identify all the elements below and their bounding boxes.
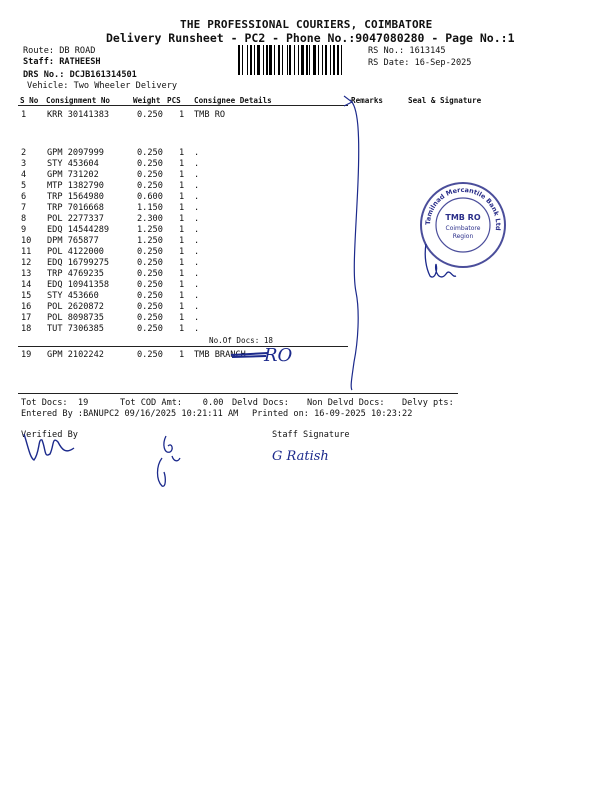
barcode-bar: [257, 45, 260, 75]
stamp-ring-text: Tamilnad Mercantile Bank Ltd: [423, 185, 503, 231]
row-pcs: 1: [179, 291, 185, 301]
barcode-bar: [301, 45, 304, 75]
consignment-prefix: EDQ: [47, 258, 63, 268]
barcode: [238, 45, 364, 75]
barcode-bar: [282, 45, 283, 75]
tot-cod-amt: Tot COD Amt: 0.00: [120, 398, 224, 408]
rs-date: RS Date: 16-Sep-2025: [368, 58, 472, 68]
barcode-bar: [238, 45, 240, 75]
consignment-prefix: TRP: [47, 269, 63, 279]
consignment-prefix: GPM: [47, 148, 63, 158]
row-sno: 11: [21, 247, 32, 257]
stamp-center-2: Coimbatore: [445, 225, 481, 232]
row-consignment: [47, 291, 99, 301]
row-consignment: [47, 192, 104, 202]
consignment-prefix: POL: [47, 214, 63, 224]
barcode-bar: [322, 45, 323, 75]
row-sno: 6: [21, 192, 27, 202]
barcode-bar: [269, 45, 272, 75]
handwritten-ro-text: RO: [264, 345, 293, 366]
col-seal: Seal & Signature: [408, 96, 482, 105]
row-consignee: .: [194, 159, 200, 169]
consignee-struck: BRANCH: [214, 350, 246, 360]
staff-signature-hand: [270, 440, 350, 470]
barcode-bar: [341, 45, 342, 75]
company-name: THE PROFESSIONAL COURIERS, COIMBATORE: [180, 18, 433, 31]
row-pcs: 1: [179, 203, 185, 213]
row-consignment: [47, 324, 104, 334]
row-consignment: [47, 269, 104, 279]
row-consignee: .: [194, 148, 200, 158]
row-weight: 0.250: [137, 181, 163, 191]
consignment-prefix: TUT: [47, 324, 63, 334]
no-of-docs: No.Of Docs: 18: [209, 336, 274, 345]
col-pcs: PCS: [167, 96, 181, 105]
row-consignee: .: [194, 203, 200, 213]
row-consignee: .: [194, 324, 200, 334]
row-pcs: 1: [179, 313, 185, 323]
row-weight: 0.250: [137, 291, 163, 301]
consignment-number: 7306385: [67, 324, 104, 334]
row-pcs: 1: [179, 324, 185, 334]
row-weight: 0.250: [137, 148, 163, 158]
row-sno: 1: [21, 110, 27, 120]
row-consignment: [47, 110, 109, 120]
row-weight: 0.250: [137, 280, 163, 290]
consignment-number: 30141383: [67, 110, 110, 120]
barcode-bar: [325, 45, 327, 75]
row-consignee: .: [194, 313, 200, 323]
consignment-prefix: GPM: [47, 170, 63, 180]
barcode-bar: [330, 45, 331, 75]
row-consignment: [47, 203, 104, 213]
row-pcs: 1: [179, 269, 185, 279]
row-pcs: 1: [179, 110, 185, 120]
col-remarks: Remarks: [351, 96, 384, 105]
consignment-prefix: DPM: [47, 236, 63, 246]
row-consignment: [47, 236, 99, 246]
row-consignee: .: [194, 258, 200, 268]
row-weight: 0.250: [137, 247, 163, 257]
stamp-center-1: TMB RO: [445, 213, 481, 222]
row-weight: 0.250: [137, 110, 163, 120]
row-sno: 17: [21, 313, 32, 323]
row-sno: 18: [21, 324, 32, 334]
row-pcs: 1: [179, 247, 185, 257]
row-consignee: .: [194, 170, 200, 180]
barcode-bar: [309, 45, 310, 75]
row-consignee: .: [194, 247, 200, 257]
consignment-number: 731202: [67, 170, 99, 180]
row-consignee: .: [194, 225, 200, 235]
consignee-tmb: TMB: [194, 350, 210, 360]
row-consignment: [47, 313, 104, 323]
barcode-bar: [242, 45, 243, 75]
entered-by: Entered By :BANUPC2 09/16/2025 10:21:11 AM: [21, 409, 239, 419]
consignment-number: 10941358: [67, 280, 110, 290]
row-sno: 4: [21, 170, 27, 180]
barcode-bar: [287, 45, 288, 75]
row-consignment: [47, 148, 104, 158]
consignment-prefix: EDQ: [47, 225, 63, 235]
row-weight: 0.250: [137, 170, 163, 180]
row-weight: 0.250: [137, 324, 163, 334]
printed-on: Printed on: 16-09-2025 10:23:22: [252, 409, 413, 419]
row-weight: 1.250: [137, 225, 163, 235]
rs-number: RS No.: 1613145: [368, 46, 446, 56]
row-pcs: 1: [179, 302, 185, 312]
row-consignment: [47, 280, 109, 290]
row-weight: 1.250: [137, 236, 163, 246]
row-pcs: 1: [179, 236, 185, 246]
vehicle-label: Vehicle: Two Wheeler Delivery: [27, 81, 178, 91]
col-sno: S No: [20, 96, 39, 105]
consignment-prefix: POL: [47, 313, 63, 323]
consignment-number: 8098735: [67, 313, 104, 323]
staff-signature-label: Staff Signature: [272, 430, 350, 440]
consignment-prefix: MTP: [47, 181, 63, 191]
route-label: Route: DB ROAD: [23, 46, 96, 56]
table-row-19-weight: 0.250: [137, 350, 163, 360]
consignment-number: 765877: [67, 236, 99, 246]
footer-rule: [18, 393, 458, 394]
consignment-prefix: TRP: [47, 203, 63, 213]
table-row-19-consignment: [47, 350, 104, 360]
barcode-bar: [247, 45, 248, 75]
consignment-prefix: POL: [47, 302, 63, 312]
consignment-number: 4769235: [67, 269, 104, 279]
second-signature: [152, 432, 192, 492]
staff-signature-text: G Ratish: [272, 449, 329, 464]
barcode-bar: [274, 45, 275, 75]
row-weight: 0.250: [137, 302, 163, 312]
row-weight: 2.300: [137, 214, 163, 224]
row-pcs: 1: [179, 170, 185, 180]
row-sno: 10: [21, 236, 32, 246]
row-weight: 0.600: [137, 192, 163, 202]
table-row-19-pcs: 1: [179, 350, 185, 360]
row-consignment: [47, 302, 104, 312]
row-pcs: 1: [179, 280, 185, 290]
drs-number: [23, 70, 137, 80]
row-pcs: 1: [179, 225, 185, 235]
row-pcs: 1: [179, 181, 185, 191]
consignment-number: 2102242: [67, 350, 104, 360]
row-weight: 0.250: [137, 269, 163, 279]
col-consignment: Consignment No: [46, 96, 111, 105]
row-sno: 15: [21, 291, 32, 301]
barcode-bar: [313, 45, 316, 75]
row-consignee: .: [194, 291, 200, 301]
col-weight: Weight: [133, 96, 161, 105]
consignment-prefix: POL: [47, 247, 63, 257]
row-consignee: .: [194, 302, 200, 312]
consignment-prefix: TRP: [47, 192, 63, 202]
row-pcs: 1: [179, 148, 185, 158]
barcode-bar: [298, 45, 299, 75]
row-weight: 1.150: [137, 203, 163, 213]
consignment-number: 1564980: [67, 192, 104, 202]
row-sno: 12: [21, 258, 32, 268]
tot-docs: Tot Docs: 19: [21, 398, 89, 408]
row-weight: 0.250: [137, 313, 163, 323]
barcode-bar: [306, 45, 308, 75]
consignment-prefix: EDQ: [47, 280, 63, 290]
row-consignment: [47, 247, 104, 257]
row-consignment: [47, 214, 104, 224]
col-consignee: Consignee Details: [194, 96, 272, 105]
barcode-bar: [294, 45, 295, 75]
row-pcs: 1: [179, 192, 185, 202]
consignment-number: 14544289: [67, 225, 110, 235]
row-sno: 14: [21, 280, 32, 290]
row-consignment: [47, 225, 109, 235]
row-sno: 2: [21, 148, 27, 158]
row-consignee: .: [194, 181, 200, 191]
consignment-number: 453604: [67, 159, 99, 169]
row-sno: 7: [21, 203, 27, 213]
barcode-bar: [337, 45, 339, 75]
row-weight: 0.250: [137, 159, 163, 169]
row-consignee: .: [194, 269, 200, 279]
barcode-bar: [318, 45, 319, 75]
verified-by-label: Verified By: [21, 430, 78, 440]
consignment-number: 2097999: [67, 148, 104, 158]
consignment-number: 2620872: [67, 302, 104, 312]
header-rule: [18, 105, 348, 106]
delvy-pts: Delvy pts:: [402, 398, 454, 408]
row-pcs: 1: [179, 214, 185, 224]
row-consignment: [47, 170, 99, 180]
consignment-number: 16799275: [67, 258, 110, 268]
delvd-docs: Delvd Docs:: [232, 398, 289, 408]
row-sno: 16: [21, 302, 32, 312]
handwritten-ro: [262, 343, 302, 367]
consignment-prefix: GPM: [47, 350, 63, 360]
consignment-number: 1382790: [67, 181, 104, 191]
consignment-prefix: STY: [47, 159, 63, 169]
row-consignment: [47, 258, 109, 268]
row-sno: 8: [21, 214, 27, 224]
seal-signature-scribble: [420, 242, 460, 284]
verified-signature: [22, 428, 82, 466]
drs-number-label: DRS No.:: [23, 70, 65, 80]
barcode-bar: [250, 45, 252, 75]
staff-label: Staff: RATHEESH: [23, 57, 101, 67]
row-sno: 9: [21, 225, 27, 235]
barcode-bar: [263, 45, 264, 75]
row-consignee: .: [194, 214, 200, 224]
runsheet-title: Delivery Runsheet - PC2 - Phone No.:9047080280 - Page No.:1: [106, 31, 515, 45]
consignment-prefix: STY: [47, 291, 63, 301]
row-pcs: 1: [179, 258, 185, 268]
row-consignment: [47, 159, 99, 169]
barcode-bar: [289, 45, 291, 75]
row-sno: 13: [21, 269, 32, 279]
remarks-bracket-line: [330, 92, 370, 392]
row-pcs: 1: [179, 159, 185, 169]
row-consignee: .: [194, 236, 200, 246]
consignment-number: 7016668: [67, 203, 104, 213]
non-delvd-docs: Non Delvd Docs:: [307, 398, 385, 408]
consignment-number: 2277337: [67, 214, 104, 224]
barcode-bar: [266, 45, 268, 75]
row-consignee: .: [194, 280, 200, 290]
table-row-19-sno: 19: [21, 350, 32, 360]
row-consignment: [47, 181, 104, 191]
stamp-center-3: Region: [452, 233, 474, 240]
row-sno: 5: [21, 181, 27, 191]
consignment-number: 4122000: [67, 247, 104, 257]
consignment-number: 453660: [67, 291, 99, 301]
consignment-prefix: KRR: [47, 110, 63, 120]
row-consignee: .: [194, 192, 200, 202]
row-weight: 0.250: [137, 258, 163, 268]
row-consignee: TMB RO: [194, 110, 226, 120]
barcode-bar: [278, 45, 280, 75]
barcode-bar: [333, 45, 335, 75]
drs-number-value: DCJB161314501: [69, 70, 137, 80]
row-sno: 3: [21, 159, 27, 169]
barcode-bar: [254, 45, 255, 75]
